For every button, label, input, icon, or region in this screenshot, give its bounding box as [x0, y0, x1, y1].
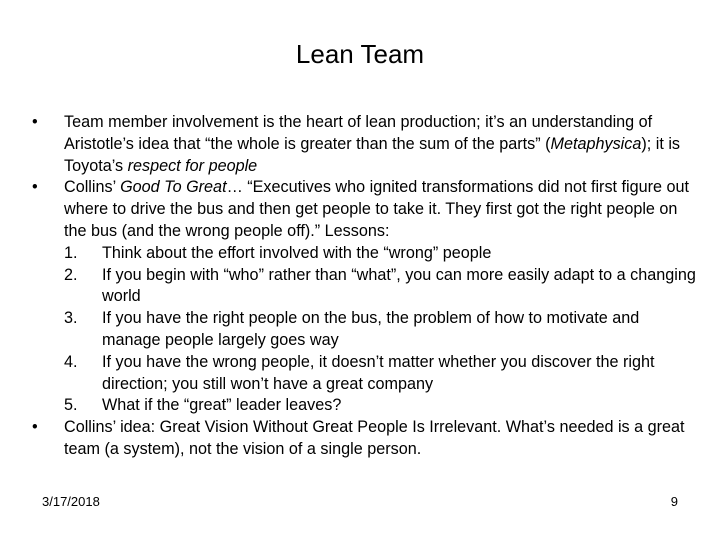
page-number: 9 — [670, 494, 678, 509]
bullet-item — [24, 177, 696, 242]
book-title: Good To Great — [120, 178, 227, 197]
bullet-marker: • — [32, 178, 38, 197]
numbered-item — [64, 243, 696, 265]
bullet-text: Collins’ idea: Great Vision Without Great People Is Irrelevant. What’s needed is a great team (a system), not the vision of a single person. — [64, 418, 685, 458]
bullet-text: Collins’ — [64, 178, 121, 197]
bullet-marker: • — [32, 418, 38, 437]
numbered-item — [64, 395, 696, 417]
bullet-text: … “Executives who ignited transformations did not first figure out where to drive the bus and then get people to take it. They first got the right people on the bus (and the wrong people off).” Lessons: — [64, 178, 690, 240]
italic-text: Metaphysica — [550, 134, 642, 153]
footer-date: 3/17/2018 — [42, 494, 100, 509]
numbered-item — [64, 308, 696, 352]
item-text: If you begin with “who” rather than “what”, you can more easily adapt to a changing world — [102, 265, 696, 306]
italic-text: respect for people — [127, 156, 258, 175]
item-text: Think about the effort involved with the “wrong” people — [102, 243, 492, 262]
item-number: 4. — [64, 352, 78, 371]
slide-body — [24, 112, 696, 461]
item-number: 3. — [64, 309, 78, 328]
item-text: If you have the right people on the bus, the problem of how to motivate and manage people largely goes way — [102, 309, 640, 349]
slide-title: Lean Team — [295, 39, 425, 69]
item-number: 1. — [64, 243, 78, 262]
bullet-text: ); it is Toyota’s — [64, 134, 681, 175]
bullet-item — [24, 417, 696, 461]
item-text: If you have the wrong people, it doesn’t matter whether you discover the right direction; you still won’t have a great company — [102, 352, 655, 393]
bullet-item — [24, 112, 696, 177]
bullet-text: Team member involvement is the heart of lean production; it’s an understanding of Aristotle’s idea that “the whole is greater than the sum of the parts” ( — [64, 113, 653, 153]
bullet-marker: • — [32, 113, 38, 131]
numbered-item — [64, 352, 696, 396]
item-number: 5. — [64, 396, 78, 415]
item-number: 2. — [64, 265, 78, 284]
item-text: What if the “great” leader leaves? — [102, 396, 342, 415]
numbered-item — [64, 265, 696, 309]
